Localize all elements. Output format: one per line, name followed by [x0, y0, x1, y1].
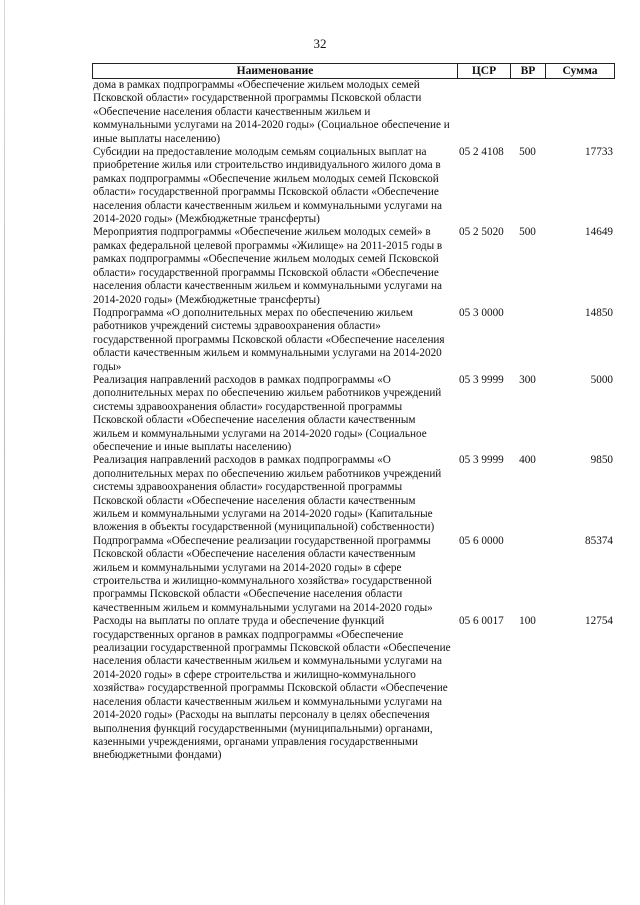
cell-name: Субсидии на предоставление молодым семьям социальных выплат на приобретение жилья или строительство индивидуального жилого дома в рамках подпрограммы «Обеспечение жильем молодых семей Псковской области» государственной программы Псковской области «Обеспечение населения области качественным жильем и коммунальными услугами на 2014-2020 годы» (Межбюджетные трансферты): [93, 146, 442, 226]
cell-csr: 05 2 4108: [459, 146, 504, 159]
cell-vr: 500: [519, 226, 536, 239]
cell-csr: 05 2 5020: [459, 226, 504, 239]
table-header: [92, 63, 615, 79]
cell-vr: 500: [519, 146, 536, 159]
table-row: [92, 79, 615, 146]
header-name: Наименование: [92, 64, 457, 78]
cell-csr: 05 3 9999: [459, 454, 504, 467]
table-row: [92, 146, 615, 226]
cell-sum: 5000: [590, 373, 613, 386]
table-row: [92, 226, 615, 306]
cell-name: Расходы на выплаты по оплате труда и обеспечение функций государственных органов в рамках подпрограммы «Обеспечение реализации государственной программы Псковской области «Обеспечение населения области качественным жильем и коммунальными услугами на 2014-2020 годы» в сфере строительства и жилищно-коммунального хозяйства» государственной программы Псковской области «Обеспечение населения области качественным жильем и коммунальными услугами на 2014-2020 годы» (Расходы на выплаты персоналу в целях обеспечения выполнения функций государственными (муниципальными) органами, казенными учреждениями, органами управления государственными внебюджетными фондами): [93, 615, 451, 762]
cell-vr: 300: [519, 373, 536, 386]
table-row: [92, 535, 615, 615]
cell-name: Реализация направлений расходов в рамках подпрограммы «О дополнительных мерах по обеспечению жильем работников учреждений системы здравоохранения области» государственной программы Псковской области «Обеспечение населения области качественным жильем и коммунальными услугами на 2014-2020 годы» (Капитальные вложения в объекты государственной (муниципальной) собственности): [93, 454, 442, 534]
budget-table: [92, 63, 615, 763]
cell-vr: 400: [519, 454, 536, 467]
cell-csr: 05 6 0000: [459, 534, 504, 547]
cell-sum: 85374: [585, 534, 613, 547]
header-vr: ВР: [510, 64, 545, 78]
table-row: [92, 615, 615, 762]
cell-sum: 12754: [585, 615, 613, 628]
cell-csr: 05 6 0017: [459, 615, 504, 628]
page-number: 32: [313, 36, 327, 51]
cell-sum: 14649: [585, 226, 613, 239]
cell-sum: 14850: [585, 306, 613, 319]
scan-edge: [4, 0, 5, 905]
cell-csr: 05 3 9999: [459, 373, 504, 386]
cell-name: Реализация направлений расходов в рамках подпрограммы «О дополнительных мерах по обеспечению жильем работников учреждений системы здравоохранения области» государственной программы Псковской области «Обеспечение населения области качественным жильем и коммунальными услугами на 2014-2020 годы» (Социальное обеспечение и иные выплаты населению): [93, 373, 442, 453]
cell-name: Подпрограмма «О дополнительных мерах по обеспечению жильем работников учреждений системы здравоохранения области» государственной программы Псковской области «Обеспечение населения области качественным жильем и коммунальными услугами на 2014-2020 годы»: [93, 306, 445, 373]
table-body: [92, 79, 615, 763]
header-csr: ЦСР: [457, 64, 510, 78]
cell-vr: 100: [519, 615, 536, 628]
cell-sum: 17733: [585, 146, 613, 159]
table-row: [92, 454, 615, 534]
cell-name: Мероприятия подпрограммы «Обеспечение жильем молодых семей» в рамках федеральной целевой программы «Жилище» на 2011-2015 годы в рамках подпрограммы «Обеспечение жильем молодых семей Псковской области» государственной программы Псковской области «Обеспечение населения области качественным жильем и коммунальными услугами на 2014-2020 годы» (Межбюджетные трансферты): [93, 226, 443, 306]
cell-csr: 05 3 0000: [459, 306, 504, 319]
table-row: [92, 374, 615, 454]
cell-name: Подпрограмма «Обеспечение реализации государственной программы Псковской области «Обеспечение населения области качественным жильем и коммунальными услугами на 2014-2020 годы» в сфере строительства и жилищно-коммунального хозяйства» государственной программы Псковской области «Обеспечение населения области качественным жильем и коммунальными услугами на 2014-2020 годы»: [93, 534, 433, 614]
header-sum: Сумма: [545, 64, 615, 78]
cell-name: дома в рамках подпрограммы «Обеспечение жильем молодых семей Псковской области» государственной программы Псковской области «Обеспечение населения области качественным жильем и коммунальными услугами на 2014-2020 годы» (Социальное обеспечение и иные выплаты населению): [93, 79, 450, 145]
cell-sum: 9850: [590, 454, 613, 467]
table-row: [92, 307, 615, 374]
